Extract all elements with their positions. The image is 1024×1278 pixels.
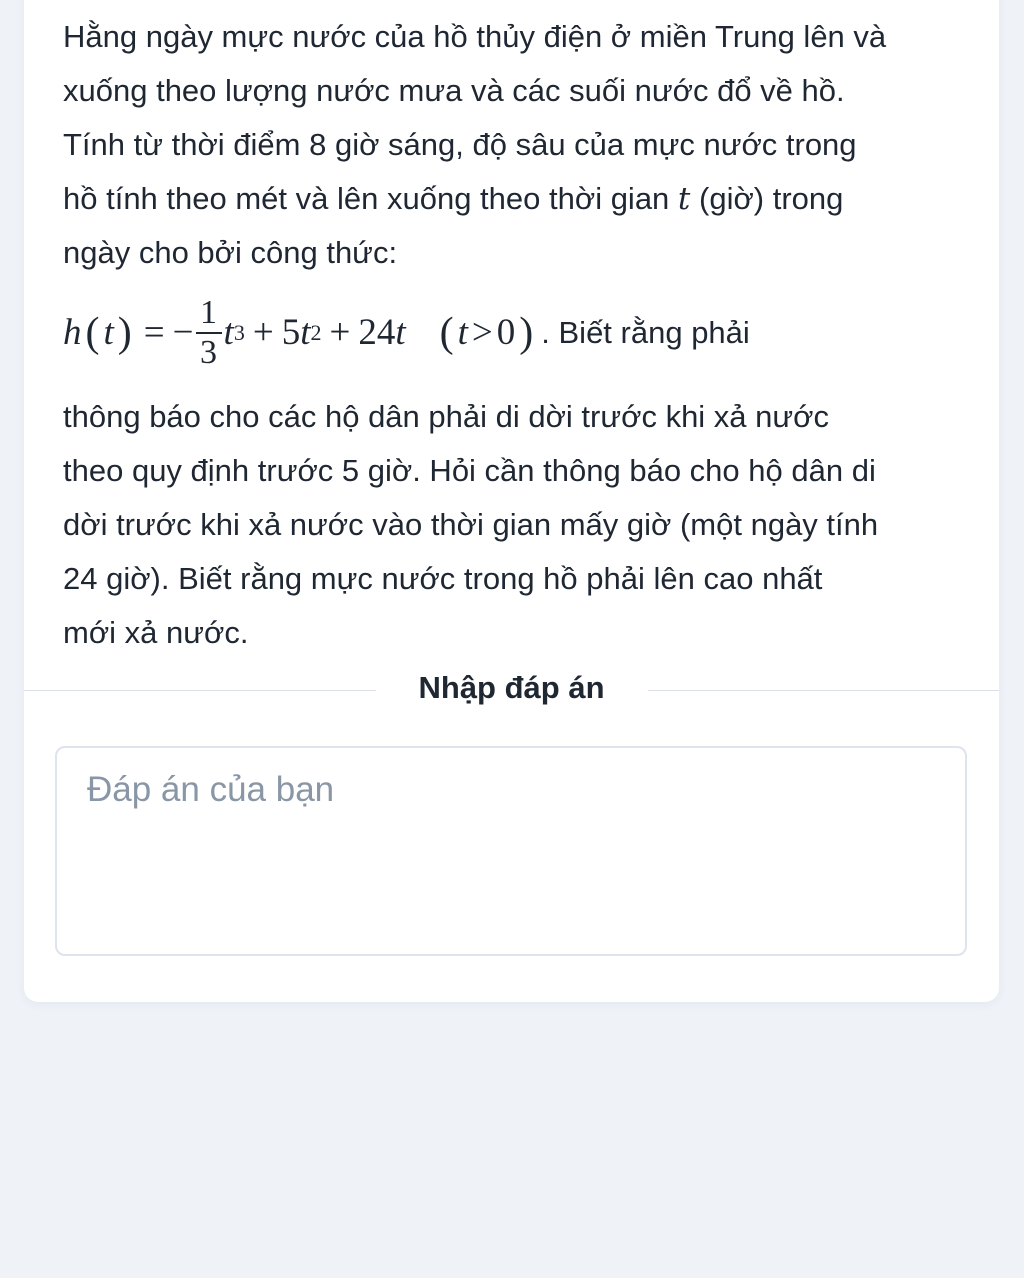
formula-function-name: h	[63, 312, 82, 353]
formula-fraction	[196, 294, 222, 372]
question-line	[63, 172, 973, 226]
formula-term3-var: t	[395, 312, 406, 353]
formula-term2-coef: 5	[281, 312, 301, 353]
formula-minus: −	[172, 312, 194, 353]
formula-paren: (	[439, 310, 454, 356]
formula-condition-value: 0	[496, 312, 516, 353]
question-line: theo quy định trước 5 giờ. Hỏi cần thông báo cho hộ dân di	[63, 453, 876, 488]
formula-paren: )	[519, 310, 534, 356]
question-line: Hằng ngày mực nước của hồ thủy điện ở miền Trung lên và	[63, 19, 887, 54]
variable-t: t	[677, 181, 691, 217]
formula-row	[63, 286, 973, 380]
formula-term2-var: t	[300, 312, 311, 353]
answer-input[interactable]	[57, 748, 965, 954]
formula-paren: (	[85, 310, 100, 356]
fraction-numerator: 1	[200, 294, 218, 331]
formula-argument: t	[103, 312, 114, 353]
question-line: mới xả nước.	[63, 615, 249, 650]
question-line: xuống theo lượng nước mưa và các suối nước đổ về hồ.	[63, 73, 845, 108]
fraction-denominator: 3	[200, 334, 218, 371]
formula: h ( t ) = − $\frac{1}{3}$ t 3 + 5 t 2 + 24 t ( t > 0 )	[63, 294, 534, 371]
formula-equals: =	[143, 312, 165, 353]
answer-divider	[24, 660, 999, 720]
divider-line-right	[648, 690, 999, 691]
formula-condition-var: t	[457, 312, 468, 353]
question-line: 24 giờ). Biết rằng mực nước trong hồ phải lên cao nhất	[63, 561, 823, 596]
formula-tail-text: . Biết rằng phải	[541, 315, 750, 350]
answer-box	[55, 746, 967, 956]
formula-plus: +	[252, 312, 274, 353]
question-line: dời trước khi xả nước vào thời gian mấy giờ (một ngày tính	[63, 507, 879, 542]
formula-term1-var: t	[223, 312, 234, 353]
question-line-text: hồ tính theo mét và lên xuống theo thời gian	[63, 181, 678, 216]
question-text	[63, 10, 973, 660]
question-line: thông báo cho các hộ dân phải di dời trước khi xả nước	[63, 399, 829, 434]
question-line: Tính từ thời điểm 8 giờ sáng, độ sâu của mực nước trong	[63, 127, 857, 162]
formula-condition-op: >	[471, 312, 493, 353]
question-line: ngày cho bởi công thức:	[63, 235, 398, 270]
question-line-text: (giờ) trong	[690, 181, 844, 216]
formula-paren: )	[117, 310, 132, 356]
answer-heading: Nhập đáp án	[418, 670, 605, 705]
formula-plus: +	[329, 312, 351, 353]
formula-term3-coef: 24	[358, 312, 396, 353]
